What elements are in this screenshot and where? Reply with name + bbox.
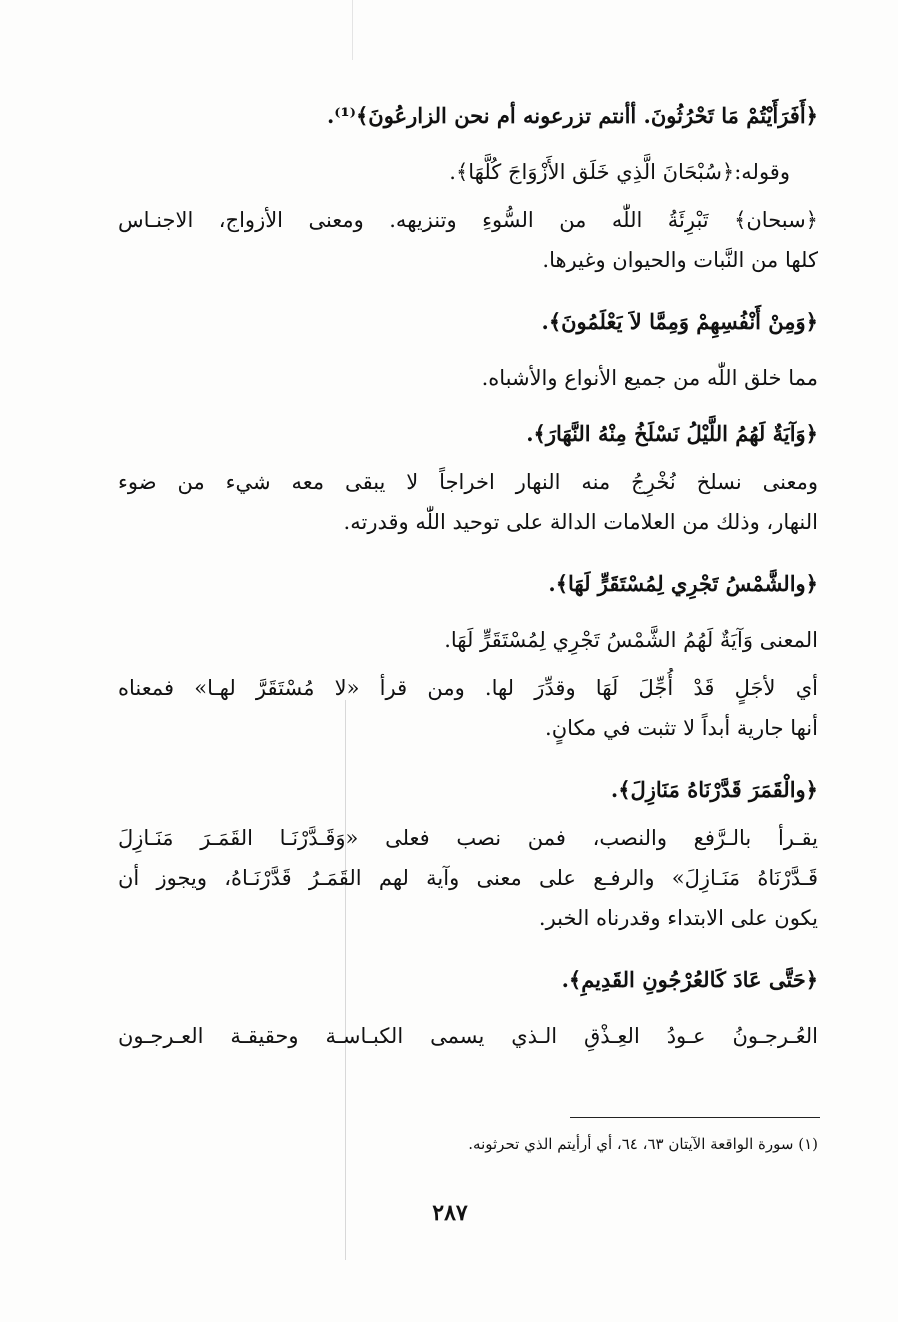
verse-line: ﴿وَآيَةٌ لَهُمُ اللَّيْلُ نَسْلَخُ مِنْهُ النَّهَارَ﴾.	[526, 421, 818, 446]
text-line: أي لأجَلٍ قَدْ أُجِّلَ لَهَا وقدِّرَ لها. ومن قرأ «لا مُسْتَقَرَّ لهـا» فمعناه	[118, 676, 818, 700]
scan-artifact-line	[352, 0, 353, 60]
text-line: ﴿سبحان﴾ تَبْرِئَةُ اللّٰه من السُّوءِ وتنزيهه. ومعنى الأزواج، الاجنـاس	[118, 208, 818, 232]
verse-line: ﴿وَمِنْ أَنْفُسِهِمْ وَمِمَّا لاَ يَعْلَمُونَ﴾.	[541, 309, 818, 334]
verse-line: ﴿والشَّمْسُ تَجْرِي لِمُسْتَقَرٍّ لَهَا﴾.	[548, 571, 818, 596]
text-line: العُـرجـونُ عـودُ العِـذْقِ الـذي يسمى الكبـاسـة وحقيقـة العـرجـون	[118, 1024, 818, 1048]
text-line: قَـدَّرْنَاهُ مَنَـازِلَ» والرفـع على معنى وآية لهم القَمَـرُ قَدَّرْنَـاهُ، ويجوز أن	[118, 866, 818, 890]
page-body	[118, 88, 818, 1064]
text-line: يقـرأ بالـرَّفع والنصب، فمن نصب فعلى «وَقَـدَّرْنَـا القَمَـرَ مَنَـازِلَ	[118, 826, 818, 850]
text-line: المعنى وَآيَةٌ لَهُمُ الشَّمْسُ تَجْرِي لِمُسْتَقَرٍّ لَهَا.	[444, 628, 818, 652]
text-line: ومعنى نسلخ نُخْرِجُ منه النهار اخراجاً لا يبقى معه شيء من ضوء	[118, 470, 818, 494]
text-line: النهار، وذلك من العلامات الدالة على توحيد اللّٰه وقدرته.	[343, 510, 818, 534]
footnote: (١) سورة الواقعة الآيتان ٦٣، ٦٤، أي أرأيتم الذي تحرثونه.	[468, 1135, 818, 1153]
text-line: كلها من النَّبات والحيوان وغيرها.	[542, 248, 818, 272]
text-line: يكون على الابتداء وقدرناه الخبر.	[538, 906, 818, 930]
verse-line: ﴿أَفَرَأَيْتُمْ مَا تَحْرُثُونَ. أأنتم تزرعونه أم نحن الزارعُونَ﴾⁽¹⁾.	[326, 103, 818, 128]
verse-line: ﴿والْقَمَرَ قَدَّرْنَاهُ مَنَازِلَ﴾.	[610, 777, 818, 802]
text-line: وقوله:﴿سُبْحَانَ الَّذِي خَلَق الأَزْوَاجَ كُلَّهَا﴾.	[449, 160, 790, 184]
text-line: أنها جارية أبداً لا تثبت في مكانٍ.	[545, 716, 818, 740]
footnote-separator	[570, 1117, 820, 1118]
verse-line: ﴿حَتَّى عَادَ كَالعُرْجُونِ القَدِيمِ﴾.	[561, 967, 818, 992]
text-line: مما خلق اللّٰه من جميع الأنواع والأشباه.	[481, 366, 818, 390]
page-number: ٢٨٧	[432, 1200, 468, 1226]
